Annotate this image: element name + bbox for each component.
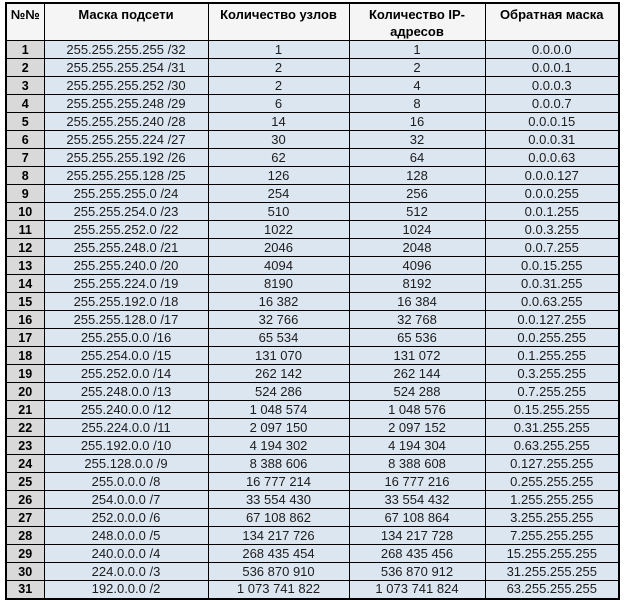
cell-ip-count: 4 194 304 (349, 437, 485, 455)
cell-ip-count: 8 388 608 (349, 455, 485, 473)
cell-host-count: 67 108 862 (208, 509, 349, 527)
cell-host-count: 16 382 (208, 293, 349, 311)
table-row (6, 275, 619, 293)
table-row (6, 401, 619, 419)
cell-number: 4 (6, 95, 44, 113)
cell-ip-count: 4096 (349, 257, 485, 275)
cell-wildcard-mask: 63.255.255.255 (485, 581, 619, 599)
cell-wildcard-mask: 0.15.255.255 (485, 401, 619, 419)
cell-ip-count: 8 (349, 95, 485, 113)
cell-subnet-mask: 255.255.255.224 /27 (44, 131, 208, 149)
table-row (6, 257, 619, 275)
table-row (6, 185, 619, 203)
cell-host-count: 8 388 606 (208, 455, 349, 473)
cell-wildcard-mask: 0.0.1.255 (485, 203, 619, 221)
cell-host-count: 2 (208, 59, 349, 77)
cell-ip-count: 1 048 576 (349, 401, 485, 419)
cell-ip-count: 1 073 741 824 (349, 581, 485, 599)
cell-ip-count: 128 (349, 167, 485, 185)
cell-ip-count: 65 536 (349, 329, 485, 347)
cell-subnet-mask: 255.255.128.0 /17 (44, 311, 208, 329)
cell-subnet-mask: 255.255.255.252 /30 (44, 77, 208, 95)
cell-number: 25 (6, 473, 44, 491)
cell-host-count: 4 194 302 (208, 437, 349, 455)
subnet-mask-table (5, 2, 620, 600)
cell-host-count: 268 435 454 (208, 545, 349, 563)
cell-number: 29 (6, 545, 44, 563)
cell-host-count: 254 (208, 185, 349, 203)
cell-number: 2 (6, 59, 44, 77)
cell-number: 23 (6, 437, 44, 455)
cell-host-count: 32 766 (208, 311, 349, 329)
cell-host-count: 2 097 150 (208, 419, 349, 437)
table-row (6, 59, 619, 77)
cell-wildcard-mask: 0.0.127.255 (485, 311, 619, 329)
table-header (6, 3, 619, 41)
cell-wildcard-mask: 0.0.0.63 (485, 149, 619, 167)
cell-number: 1 (6, 41, 44, 59)
table-row (6, 95, 619, 113)
cell-ip-count: 262 144 (349, 365, 485, 383)
cell-subnet-mask: 255.240.0.0 /12 (44, 401, 208, 419)
cell-wildcard-mask: 0.0.0.3 (485, 77, 619, 95)
cell-subnet-mask: 255.255.248.0 /21 (44, 239, 208, 257)
cell-subnet-mask: 255.128.0.0 /9 (44, 455, 208, 473)
cell-wildcard-mask: 0.1.255.255 (485, 347, 619, 365)
cell-wildcard-mask: 0.255.255.255 (485, 473, 619, 491)
cell-ip-count: 32 (349, 131, 485, 149)
cell-ip-count: 2048 (349, 239, 485, 257)
cell-ip-count: 268 435 456 (349, 545, 485, 563)
cell-subnet-mask: 255.252.0.0 /14 (44, 365, 208, 383)
header-number: №№ (6, 3, 44, 41)
cell-subnet-mask: 255.248.0.0 /13 (44, 383, 208, 401)
cell-subnet-mask: 248.0.0.0 /5 (44, 527, 208, 545)
cell-subnet-mask: 255.255.255.192 /26 (44, 149, 208, 167)
cell-subnet-mask: 255.255.192.0 /18 (44, 293, 208, 311)
table-row (6, 509, 619, 527)
table-row (6, 239, 619, 257)
header-subnet-mask: Маска подсети (44, 3, 208, 41)
cell-subnet-mask: 255.255.255.240 /28 (44, 113, 208, 131)
cell-number: 26 (6, 491, 44, 509)
cell-wildcard-mask: 31.255.255.255 (485, 563, 619, 581)
cell-host-count: 2 (208, 77, 349, 95)
table-row (6, 311, 619, 329)
cell-ip-count: 1 (349, 41, 485, 59)
cell-host-count: 1022 (208, 221, 349, 239)
table-row (6, 563, 619, 581)
cell-number: 16 (6, 311, 44, 329)
cell-number: 13 (6, 257, 44, 275)
cell-host-count: 65 534 (208, 329, 349, 347)
table-row (6, 329, 619, 347)
cell-ip-count: 16 777 216 (349, 473, 485, 491)
cell-subnet-mask: 255.255.254.0 /23 (44, 203, 208, 221)
table-row (6, 419, 619, 437)
cell-number: 12 (6, 239, 44, 257)
cell-subnet-mask: 255.255.255.254 /31 (44, 59, 208, 77)
cell-subnet-mask: 255.254.0.0 /15 (44, 347, 208, 365)
cell-number: 27 (6, 509, 44, 527)
cell-ip-count: 2 097 152 (349, 419, 485, 437)
table-row (6, 203, 619, 221)
cell-host-count: 1 073 741 822 (208, 581, 349, 599)
cell-host-count: 16 777 214 (208, 473, 349, 491)
cell-subnet-mask: 252.0.0.0 /6 (44, 509, 208, 527)
cell-ip-count: 64 (349, 149, 485, 167)
cell-wildcard-mask: 0.7.255.255 (485, 383, 619, 401)
cell-host-count: 8190 (208, 275, 349, 293)
table-body (6, 41, 619, 599)
cell-wildcard-mask: 0.0.0.31 (485, 131, 619, 149)
table-row (6, 383, 619, 401)
header-wildcard-mask: Обратная маска (485, 3, 619, 41)
cell-ip-count: 134 217 728 (349, 527, 485, 545)
cell-subnet-mask: 224.0.0.0 /3 (44, 563, 208, 581)
cell-host-count: 262 142 (208, 365, 349, 383)
table-row (6, 527, 619, 545)
cell-subnet-mask: 255.224.0.0 /11 (44, 419, 208, 437)
header-row (6, 3, 619, 41)
subnet-mask-table-container (5, 2, 618, 600)
table-row (6, 167, 619, 185)
cell-host-count: 134 217 726 (208, 527, 349, 545)
cell-wildcard-mask: 0.0.0.255 (485, 185, 619, 203)
cell-wildcard-mask: 0.63.255.255 (485, 437, 619, 455)
cell-wildcard-mask: 0.0.3.255 (485, 221, 619, 239)
cell-subnet-mask: 255.255.252.0 /22 (44, 221, 208, 239)
cell-host-count: 126 (208, 167, 349, 185)
cell-ip-count: 1024 (349, 221, 485, 239)
cell-number: 11 (6, 221, 44, 239)
cell-wildcard-mask: 0.3.255.255 (485, 365, 619, 383)
cell-subnet-mask: 255.255.240.0 /20 (44, 257, 208, 275)
cell-wildcard-mask: 3.255.255.255 (485, 509, 619, 527)
cell-wildcard-mask: 0.0.7.255 (485, 239, 619, 257)
cell-number: 9 (6, 185, 44, 203)
cell-ip-count: 32 768 (349, 311, 485, 329)
table-row (6, 293, 619, 311)
cell-wildcard-mask: 0.127.255.255 (485, 455, 619, 473)
cell-subnet-mask: 255.0.0.0 /8 (44, 473, 208, 491)
cell-number: 30 (6, 563, 44, 581)
cell-host-count: 6 (208, 95, 349, 113)
cell-host-count: 2046 (208, 239, 349, 257)
cell-wildcard-mask: 0.0.0.1 (485, 59, 619, 77)
cell-wildcard-mask: 1.255.255.255 (485, 491, 619, 509)
cell-wildcard-mask: 0.0.0.127 (485, 167, 619, 185)
cell-host-count: 536 870 910 (208, 563, 349, 581)
cell-ip-count: 524 288 (349, 383, 485, 401)
cell-ip-count: 16 (349, 113, 485, 131)
cell-host-count: 524 286 (208, 383, 349, 401)
cell-subnet-mask: 255.192.0.0 /10 (44, 437, 208, 455)
header-ip-count: Количество IP-адресов (349, 3, 485, 41)
table-row (6, 581, 619, 599)
cell-host-count: 4094 (208, 257, 349, 275)
cell-ip-count: 512 (349, 203, 485, 221)
cell-host-count: 30 (208, 131, 349, 149)
cell-number: 10 (6, 203, 44, 221)
cell-subnet-mask: 255.255.224.0 /19 (44, 275, 208, 293)
cell-subnet-mask: 255.255.255.128 /25 (44, 167, 208, 185)
cell-number: 19 (6, 365, 44, 383)
cell-subnet-mask: 192.0.0.0 /2 (44, 581, 208, 599)
table-row (6, 221, 619, 239)
cell-number: 18 (6, 347, 44, 365)
table-row (6, 545, 619, 563)
cell-number: 7 (6, 149, 44, 167)
cell-host-count: 1 048 574 (208, 401, 349, 419)
cell-number: 24 (6, 455, 44, 473)
cell-wildcard-mask: 0.31.255.255 (485, 419, 619, 437)
cell-number: 21 (6, 401, 44, 419)
header-host-count: Количество узлов (208, 3, 349, 41)
table-row (6, 347, 619, 365)
table-row (6, 41, 619, 59)
cell-ip-count: 33 554 432 (349, 491, 485, 509)
cell-host-count: 1 (208, 41, 349, 59)
cell-ip-count: 2 (349, 59, 485, 77)
cell-host-count: 33 554 430 (208, 491, 349, 509)
cell-ip-count: 8192 (349, 275, 485, 293)
cell-wildcard-mask: 0.0.0.0 (485, 41, 619, 59)
table-row (6, 149, 619, 167)
cell-subnet-mask: 255.255.255.248 /29 (44, 95, 208, 113)
cell-number: 28 (6, 527, 44, 545)
cell-number: 6 (6, 131, 44, 149)
cell-subnet-mask: 255.255.255.255 /32 (44, 41, 208, 59)
cell-number: 15 (6, 293, 44, 311)
cell-wildcard-mask: 0.0.0.15 (485, 113, 619, 131)
table-row (6, 77, 619, 95)
cell-wildcard-mask: 7.255.255.255 (485, 527, 619, 545)
table-row (6, 365, 619, 383)
cell-number: 22 (6, 419, 44, 437)
cell-number: 20 (6, 383, 44, 401)
cell-wildcard-mask: 15.255.255.255 (485, 545, 619, 563)
table-row (6, 437, 619, 455)
cell-number: 17 (6, 329, 44, 347)
cell-number: 14 (6, 275, 44, 293)
cell-subnet-mask: 255.255.255.0 /24 (44, 185, 208, 203)
cell-number: 3 (6, 77, 44, 95)
table-row (6, 455, 619, 473)
cell-wildcard-mask: 0.0.31.255 (485, 275, 619, 293)
cell-number: 8 (6, 167, 44, 185)
table-row (6, 113, 619, 131)
cell-host-count: 14 (208, 113, 349, 131)
cell-wildcard-mask: 0.0.63.255 (485, 293, 619, 311)
cell-wildcard-mask: 0.0.15.255 (485, 257, 619, 275)
table-row (6, 491, 619, 509)
cell-subnet-mask: 254.0.0.0 /7 (44, 491, 208, 509)
cell-number: 5 (6, 113, 44, 131)
cell-ip-count: 4 (349, 77, 485, 95)
table-row (6, 473, 619, 491)
cell-host-count: 62 (208, 149, 349, 167)
cell-subnet-mask: 255.255.0.0 /16 (44, 329, 208, 347)
cell-host-count: 510 (208, 203, 349, 221)
cell-subnet-mask: 240.0.0.0 /4 (44, 545, 208, 563)
cell-wildcard-mask: 0.0.255.255 (485, 329, 619, 347)
cell-ip-count: 536 870 912 (349, 563, 485, 581)
cell-ip-count: 256 (349, 185, 485, 203)
cell-ip-count: 131 072 (349, 347, 485, 365)
cell-ip-count: 67 108 864 (349, 509, 485, 527)
cell-ip-count: 16 384 (349, 293, 485, 311)
cell-number: 31 (6, 581, 44, 599)
table-row (6, 131, 619, 149)
cell-host-count: 131 070 (208, 347, 349, 365)
cell-wildcard-mask: 0.0.0.7 (485, 95, 619, 113)
